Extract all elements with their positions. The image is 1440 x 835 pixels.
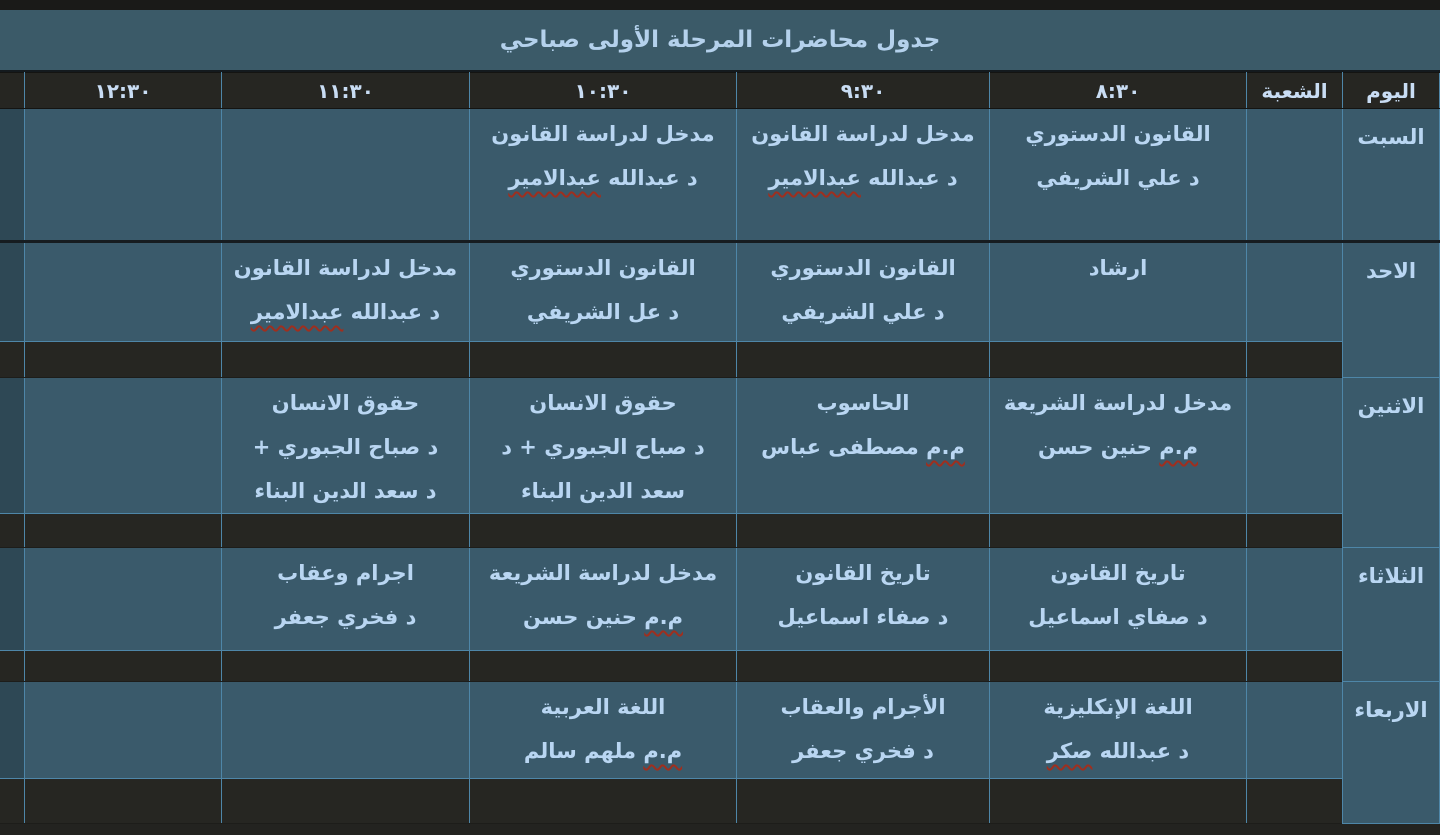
class-cell[interactable]: حقوق الانسان د صباح الجبوري + د سعد الدين البناء	[222, 378, 470, 514]
header-section-cell[interactable]: الشعبة	[1247, 73, 1343, 109]
class-cell[interactable]: تاريخ القانون د صفاء اسماعيل	[737, 548, 990, 651]
empty-cell[interactable]	[222, 682, 470, 779]
day-cell[interactable]: السبت	[1343, 109, 1440, 242]
divider-cell	[25, 779, 222, 824]
divider-cell	[470, 514, 737, 548]
day-row	[0, 109, 1440, 242]
divider-row	[0, 779, 1440, 824]
divider-cell	[0, 514, 25, 548]
divider-cell	[1247, 342, 1343, 378]
divider-cell	[0, 651, 25, 682]
misspelled-word: عبدالامير	[250, 300, 344, 324]
divider-cell	[990, 651, 1247, 682]
title-bar	[0, 10, 1440, 72]
header-time-cell[interactable]: ١٠:٣٠	[470, 73, 737, 109]
class-cell[interactable]: مدخل لدراسة القانون د عبدالله عبدالامير	[222, 242, 470, 342]
bottom-band	[0, 824, 1440, 835]
day-cell[interactable]: الاربعاء	[1343, 682, 1440, 824]
divider-cell	[737, 514, 990, 548]
divider-cell	[737, 779, 990, 824]
header-day-cell[interactable]: اليوم	[1343, 73, 1440, 109]
header-stub-cell	[0, 73, 25, 109]
divider-cell	[0, 779, 25, 824]
class-cell[interactable]: اللغة الإنكليزية د عبدالله صكر	[990, 682, 1247, 779]
class-cell[interactable]: مدخل لدراسة الشريعة م.م حنين حسن	[470, 548, 737, 651]
divider-cell	[1247, 651, 1343, 682]
divider-row	[0, 342, 1440, 378]
divider-row	[0, 651, 1440, 682]
header-time-cell[interactable]: ١٢:٣٠	[25, 73, 222, 109]
header-time-cell[interactable]: ٩:٣٠	[737, 73, 990, 109]
misspelled-word: م.م	[926, 435, 965, 459]
divider-cell	[470, 342, 737, 378]
day-row	[0, 242, 1440, 342]
header-row	[0, 73, 1440, 109]
empty-cell[interactable]	[25, 548, 222, 651]
class-cell[interactable]: مدخل لدراسة القانون د عبدالله عبدالامير	[737, 109, 990, 242]
day-cell[interactable]: الثلاثاء	[1343, 548, 1440, 682]
class-cell[interactable]: القانون الدستوري د علي الشريفي	[990, 109, 1247, 242]
divider-cell	[737, 342, 990, 378]
divider-cell	[990, 779, 1247, 824]
class-cell[interactable]: اللغة العربية م.م ملهم سالم	[470, 682, 737, 779]
section-cell[interactable]	[1247, 682, 1343, 779]
class-cell[interactable]: ارشاد	[990, 242, 1247, 342]
divider-cell	[1247, 779, 1343, 824]
schedule-table	[0, 72, 1440, 824]
divider-cell	[25, 514, 222, 548]
stub-cell	[0, 378, 25, 514]
misspelled-word: م.م	[644, 605, 683, 629]
header-time-cell[interactable]: ٨:٣٠	[990, 73, 1247, 109]
class-cell[interactable]: القانون الدستوري د علي الشريفي	[737, 242, 990, 342]
stub-cell	[0, 242, 25, 342]
divider-cell	[990, 342, 1247, 378]
divider-cell	[25, 651, 222, 682]
top-band	[0, 0, 1440, 10]
section-cell[interactable]	[1247, 109, 1343, 242]
misspelled-word: م.م	[1159, 435, 1198, 459]
day-row	[0, 548, 1440, 651]
section-cell[interactable]	[1247, 378, 1343, 514]
misspelled-word: صكر	[1046, 739, 1093, 763]
divider-cell	[470, 651, 737, 682]
misspelled-word: م.م	[643, 739, 683, 763]
divider-cell	[470, 779, 737, 824]
stub-cell	[0, 109, 25, 242]
stub-cell	[0, 682, 25, 779]
class-cell[interactable]: تاريخ القانون د صفاي اسماعيل	[990, 548, 1247, 651]
divider-cell	[737, 651, 990, 682]
day-row	[0, 378, 1440, 514]
empty-cell[interactable]	[25, 682, 222, 779]
divider-cell	[1247, 514, 1343, 548]
section-cell[interactable]	[1247, 548, 1343, 651]
divider-cell	[0, 342, 25, 378]
divider-cell	[25, 342, 222, 378]
class-cell[interactable]: حقوق الانسان د صباح الجبوري + د سعد الدين البناء	[470, 378, 737, 514]
class-cell[interactable]: اجرام وعقاب د فخري جعفر	[222, 548, 470, 651]
divider-cell	[222, 779, 470, 824]
misspelled-word: عبدالامير	[508, 166, 601, 190]
divider-cell	[222, 651, 470, 682]
divider-cell	[222, 514, 470, 548]
day-cell[interactable]: الاحد	[1343, 242, 1440, 378]
page-title: جدول محاضرات المرحلة الأولى صباحي	[499, 27, 941, 53]
divider-row	[0, 514, 1440, 548]
stub-cell	[0, 548, 25, 651]
divider-cell	[990, 514, 1247, 548]
class-cell[interactable]: الحاسوب م.م مصطفى عباس	[737, 378, 990, 514]
class-cell[interactable]: مدخل لدراسة القانون د عبدالله عبدالامير	[470, 109, 737, 242]
day-cell[interactable]: الاثنين	[1343, 378, 1440, 548]
empty-cell[interactable]	[25, 109, 222, 242]
empty-cell[interactable]	[25, 378, 222, 514]
section-cell[interactable]	[1247, 242, 1343, 342]
class-cell[interactable]: القانون الدستوري د عل الشريفي	[470, 242, 737, 342]
class-cell[interactable]: الأجرام والعقاب د فخري جعفر	[737, 682, 990, 779]
day-row	[0, 682, 1440, 779]
empty-cell[interactable]	[25, 242, 222, 342]
class-cell[interactable]: مدخل لدراسة الشريعة م.م حنين حسن	[990, 378, 1247, 514]
header-time-cell[interactable]: ١١:٣٠	[222, 73, 470, 109]
misspelled-word: عبدالامير	[768, 166, 861, 190]
empty-cell[interactable]	[222, 109, 470, 242]
divider-cell	[222, 342, 470, 378]
